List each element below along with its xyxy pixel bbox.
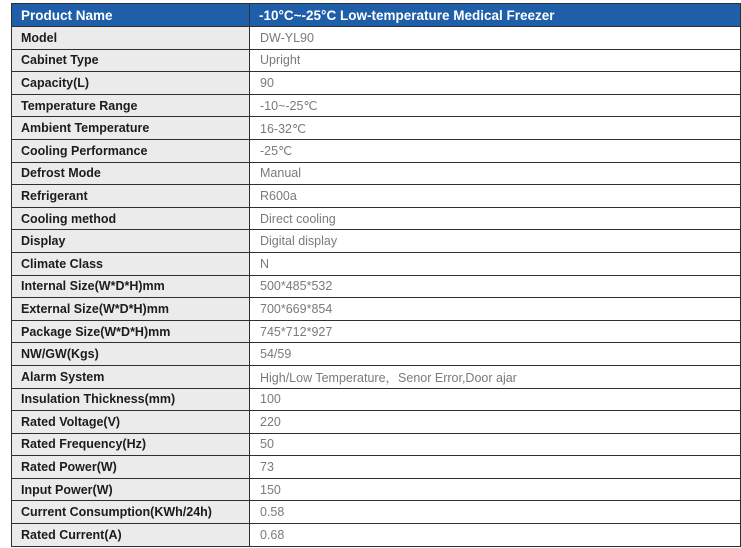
header-product-name: -10°C~-25°C Low-temperature Medical Freezer [250,4,741,27]
table-row [12,478,741,501]
table-row [12,117,741,140]
spec-value: 54/59 [250,343,741,366]
table-row [12,252,741,275]
spec-value: Direct cooling [250,207,741,230]
spec-label: Insulation Thickness(mm) [12,388,250,411]
spec-value: 500*485*532 [250,275,741,298]
spec-label: Model [12,27,250,50]
table-row [12,230,741,253]
spec-value: -25℃ [250,139,741,162]
header-label: Product Name [12,4,250,27]
spec-label: Input Power(W) [12,478,250,501]
spec-label: Current Consumption(KWh/24h) [12,501,250,524]
spec-label: Capacity(L) [12,72,250,95]
spec-label: Ambient Temperature [12,117,250,140]
table-row [12,72,741,95]
spec-value: 150 [250,478,741,501]
spec-label: Rated Current(A) [12,524,250,547]
table-row [12,320,741,343]
spec-value: Digital display [250,230,741,253]
spec-value: 745*712*927 [250,320,741,343]
table-row [12,501,741,524]
table-row [12,433,741,456]
spec-label: Package Size(W*D*H)mm [12,320,250,343]
table-row [12,365,741,388]
spec-label: Temperature Range [12,94,250,117]
table-row [12,207,741,230]
spec-rows [12,27,741,547]
spec-label: Alarm System [12,365,250,388]
spec-label: Cabinet Type [12,49,250,72]
spec-value: 50 [250,433,741,456]
table-row [12,524,741,547]
spec-value: 16-32℃ [250,117,741,140]
spec-label: Defrost Mode [12,162,250,185]
spec-value: High/Low Temperature，Senor Error,Door ajar [250,365,741,388]
spec-value: DW-YL90 [250,27,741,50]
spec-value: 90 [250,72,741,95]
table-row [12,162,741,185]
table-row [12,139,741,162]
spec-value: Manual [250,162,741,185]
table-row [12,456,741,479]
spec-label: Cooling Performance [12,139,250,162]
spec-value: 73 [250,456,741,479]
spec-table [11,3,741,547]
spec-value: N [250,252,741,275]
spec-value: 100 [250,388,741,411]
spec-value: Upright [250,49,741,72]
table-row [12,388,741,411]
table-row [12,27,741,50]
spec-label: NW/GW(Kgs) [12,343,250,366]
spec-label: Internal Size(W*D*H)mm [12,275,250,298]
spec-value: 700*669*854 [250,298,741,321]
spec-value: 220 [250,411,741,434]
table-row [12,298,741,321]
table-row [12,185,741,208]
table-header-row [12,4,741,27]
table-row [12,49,741,72]
spec-label: Display [12,230,250,253]
spec-label: Rated Voltage(V) [12,411,250,434]
spec-value: R600a [250,185,741,208]
spec-value: 0.58 [250,501,741,524]
table-row [12,94,741,117]
table-row [12,275,741,298]
spec-label: External Size(W*D*H)mm [12,298,250,321]
spec-value: 0.68 [250,524,741,547]
spec-label: Cooling method [12,207,250,230]
spec-label: Rated Frequency(Hz) [12,433,250,456]
spec-table-container [11,3,740,547]
spec-label: Rated Power(W) [12,456,250,479]
spec-label: Refrigerant [12,185,250,208]
spec-value: -10~-25℃ [250,94,741,117]
table-row [12,411,741,434]
table-row [12,343,741,366]
spec-label: Climate Class [12,252,250,275]
